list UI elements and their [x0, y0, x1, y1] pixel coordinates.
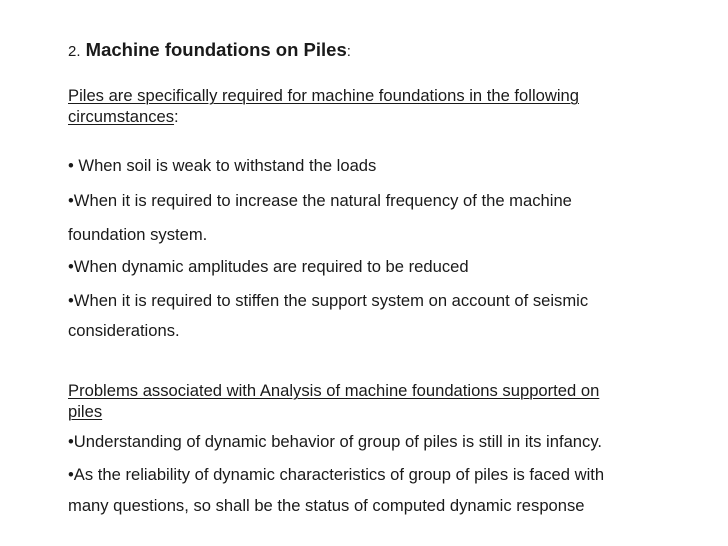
section1-bullet-3: •When dynamic amplitudes are required to be reduced — [68, 257, 469, 276]
heading-title: Machine foundations on Piles — [85, 39, 347, 60]
section1-bullet-1: • When soil is weak to withstand the loads — [68, 156, 377, 175]
heading-number: 2. — [68, 43, 81, 60]
section1-intro-suffix: : — [174, 107, 179, 126]
section1-bullet-4-cont: considerations. — [68, 321, 180, 340]
section1-bullet-4: •When it is required to stiffen the support system on account of seismic — [68, 291, 589, 310]
section1-intro-word: circumstances — [68, 107, 175, 126]
section1-bullet-2-cont: foundation system. — [68, 225, 208, 244]
section2-bullet-2-cont: many questions, so shall be the status of computed dynamic response — [68, 496, 585, 515]
section1-bullet-2: •When it is required to increase the natural frequency of the machine — [68, 191, 572, 210]
heading-suffix: : — [346, 43, 351, 60]
section2-heading-line1: Problems associated with Analysis of machine foundations supported on — [68, 381, 600, 400]
section1-intro-line1: Piles are specifically required for machine foundations in the following — [68, 86, 579, 105]
slide-heading — [68, 40, 351, 62]
section1-intro-line2 — [68, 107, 179, 127]
section2-bullet-1: •Understanding of dynamic behavior of group of piles is still in its infancy. — [68, 432, 603, 451]
section2-heading-line2: piles — [68, 402, 103, 421]
section2-bullet-2: •As the reliability of dynamic characteristics of group of piles is faced with — [68, 465, 605, 484]
